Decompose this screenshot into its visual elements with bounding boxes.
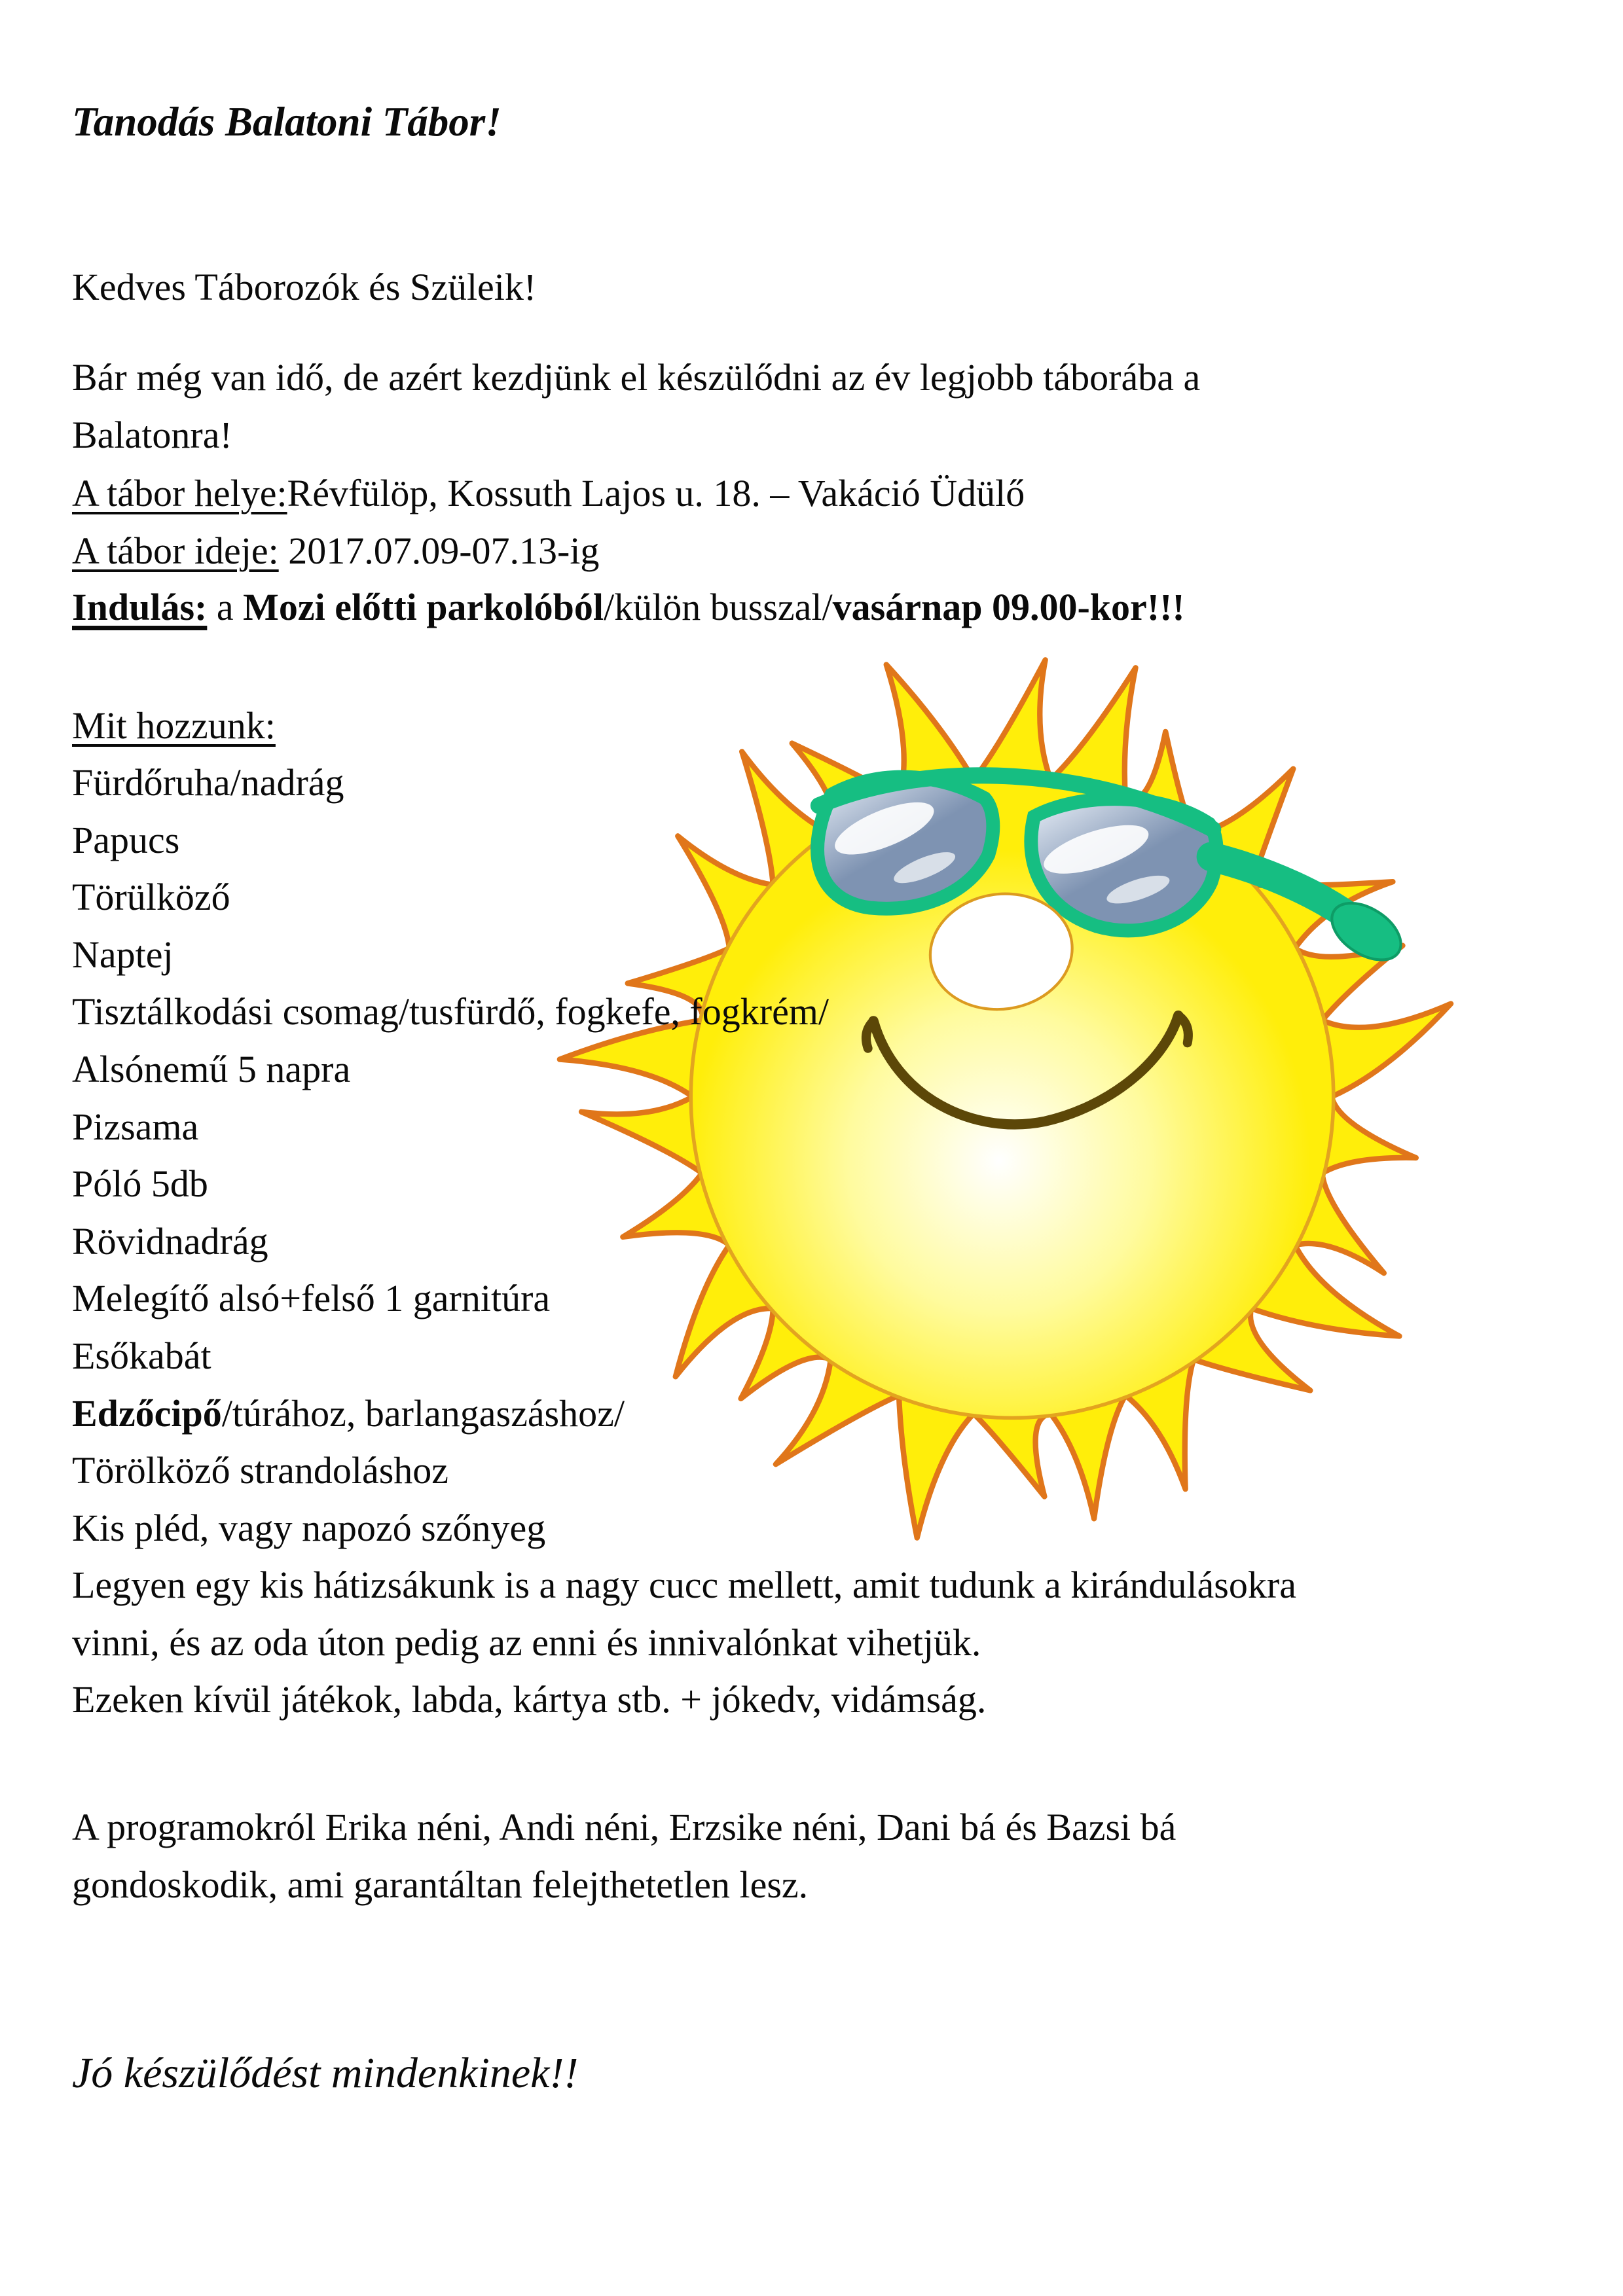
- camp-date-value: 2017.07.09-07.13-ig: [278, 529, 600, 572]
- packing-item-shoes: [72, 1385, 1564, 1443]
- intro-paragraph: [72, 349, 1564, 464]
- packing-item: Törölköző strandoláshoz: [72, 1449, 449, 1492]
- staff-line-1: A programokról Erika néni, Andi néni, Erzsike néni, Dani bá és Bazsi bá: [72, 1806, 1176, 1848]
- note-line-3: Ezeken kívül játékok, labda, kártya stb. + jókedv, vidámság.: [72, 1678, 987, 1721]
- staff-paragraph: [72, 1799, 1564, 1914]
- packing-item: Alsónemű 5 napra: [72, 1047, 351, 1090]
- packing-item: Kis pléd, vagy napozó szőnyeg: [72, 1506, 546, 1549]
- note-line-1: Legyen egy kis hátizsákunk is a nagy cucc mellett, amit tudunk a kirándulásokra: [72, 1564, 1296, 1606]
- packing-item: Fürdőruha/nadrág: [72, 761, 344, 804]
- packing-shoes-bold: Edzőcipő: [72, 1391, 222, 1435]
- farewell-line: Jó készülődést mindenkinek!!: [72, 2049, 579, 2097]
- packing-item: Papucs: [72, 818, 180, 861]
- packing-list: [72, 754, 1564, 1556]
- departure-label: Indulás:: [72, 586, 208, 628]
- intro-line-2: Balatonra!: [72, 414, 232, 456]
- page-title: Tanodás Balatoni Tábor!: [72, 99, 501, 145]
- departure-time: vasárnap 09.00-kor!!!: [832, 586, 1185, 628]
- packing-header: Mit hozzunk:: [72, 704, 276, 747]
- packing-item: Tisztálkodási csomag/tusfürdő, fogkefe, fogkrém/: [72, 990, 830, 1033]
- staff-line-2: gondoskodik, ami garantáltan felejthetetlen lesz.: [72, 1863, 809, 1906]
- departure-place: Mozi előtti parkolóból: [243, 586, 604, 628]
- packing-item: Melegítő alsó+felső 1 garnitúra: [72, 1277, 551, 1320]
- departure-pre: a: [207, 586, 244, 628]
- packing-item: Rövidnadrág: [72, 1219, 268, 1263]
- packing-item: Póló 5db: [72, 1162, 208, 1206]
- note-paragraph: [72, 1556, 1564, 1729]
- departure-mid: /külön busszal/: [604, 586, 833, 628]
- greeting-line: Kedves Táborozók és Szüleik!: [72, 266, 537, 308]
- camp-place-label: A tábor helye:: [72, 472, 287, 514]
- intro-line-1: Bár még van idő, de azért kezdjünk el készülődni az év legjobb táborába a: [72, 356, 1201, 399]
- packing-item: Esőkabát: [72, 1334, 211, 1377]
- packing-item: Naptej: [72, 933, 173, 976]
- note-line-2: vinni, és az oda úton pedig az enni és innivalónkat vihetjük.: [72, 1621, 981, 1664]
- departure-line: [72, 579, 1564, 636]
- packing-item: Pizsama: [72, 1105, 199, 1148]
- camp-place-line: [72, 465, 1564, 522]
- camp-date-label: A tábor ideje:: [72, 529, 279, 572]
- camp-place-value: Révfülöp, Kossuth Lajos u. 18. – Vakáció Üdülő: [287, 472, 1025, 514]
- packing-shoes-rest: /túrához, barlangaszáshoz/: [221, 1391, 625, 1435]
- packing-item: Törülköző: [72, 876, 230, 919]
- camp-date-line: [72, 522, 1564, 580]
